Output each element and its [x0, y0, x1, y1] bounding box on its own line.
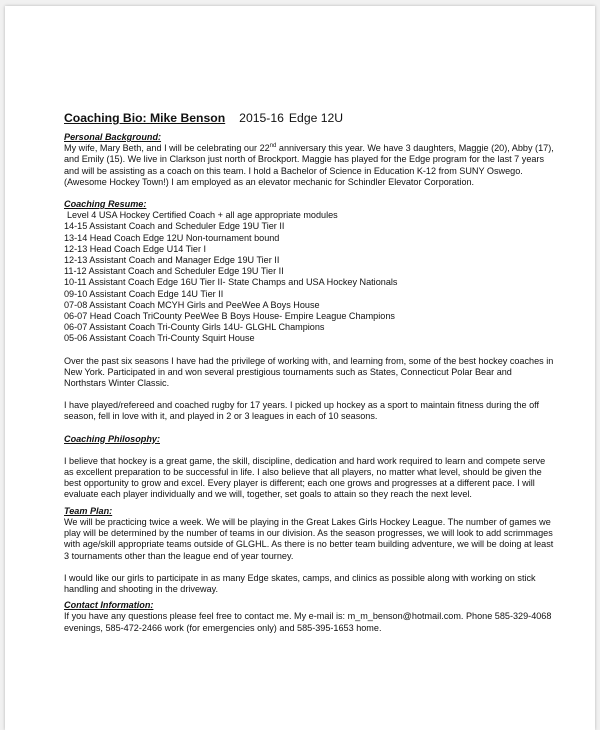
personal-background-heading: Personal Background: [64, 132, 162, 142]
title-team: Edge 12U [288, 111, 344, 125]
title-season: 2015-16 [239, 111, 284, 125]
list-item: 05-06 Assistant Coach Tri-County Squirt House [64, 333, 255, 344]
list-item: 14-15 Assistant Coach and Scheduler Edge 19U Tier II [64, 221, 285, 232]
coaching-resume-heading: Coaching Resume: [64, 199, 147, 210]
coaching-resume-list [64, 210, 554, 344]
list-item: Level 4 USA Hockey Certified Coach + all age appropriate modules [67, 210, 338, 221]
list-item: 09-10 Assistant Coach Edge 14U Tier II [64, 288, 224, 299]
list-item: 06-07 Assistant Coach Tri-County Girls 14U- GLGHL Champions [64, 322, 325, 333]
personal-text-part2: anniversary this year. We have 3 daughters, Maggie (20), Abby (17), and Emily (15). We live in Clarkson just north of Brockport. Maggie has played for the Edge program for the last 7 years and will be assisting as a coach on this team. I hold a Bachelor of Science in Education K-12 from SUNY Oswego. (Awesome Hockey Town!) I am employed as an elevator mechanic for Schindler Elevator Corporation. [64, 143, 554, 187]
team-plan-text-2: I would like our girls to participate in as many Edge skates, camps, and clinics as possible along with working on stick handling and shooting in the driveway. [64, 572, 536, 594]
team-plan-text: We will be practicing twice a week. We will be playing in the Great Lakes Girls Hockey League. The number of games we play will be determined by the number of teams in our division. As the season progresses, we will look to add scrimmages with age/skill appropriate teams outside of GLGHL. As there is no better team building adventure, we will be doing at least 3 tournaments other than the league end of year tourney. [64, 516, 554, 561]
document-title [64, 110, 554, 126]
ordinal-suffix: nd [269, 143, 277, 150]
list-item: 12-13 Head Coach Edge U14 Tier I [64, 243, 207, 254]
title-label: Coaching Bio: Mike Benson [64, 111, 226, 125]
contact-information-text: If you have any questions please feel free to contact me. My e-mail is: m_m_benson@hotmail.com. Phone 585-329-4068 evenings, 585-472-2466 work (for emergencies only) and 585-395-1653 home. [64, 611, 552, 633]
list-item: 13-14 Head Coach Edge 12U Non-tournament bound [64, 232, 280, 243]
coaching-philosophy-text: I believe that hockey is a great game, the skill, discipline, dedication and hard work required to learn and compete serve as excellent preparation to be successful in life. I also believe that all players, no matter what level, should be given the best opportunity to grow and excel. Every player is different; each one grows and progresses at a different pace. I will evaluate each player individually and we will, together, set goals to attain so they reach the next level. [64, 455, 546, 500]
personal-background-text [64, 143, 554, 188]
list-item: 07-08 Assistant Coach MCYH Girls and PeeWee A Boys House [64, 299, 320, 310]
list-item: 11-12 Assistant Coach and Scheduler Edge 19U Tier II [64, 266, 284, 277]
team-plan-heading: Team Plan: [64, 505, 113, 516]
rugby-paragraph: I have played/refereed and coached rugby for 17 years. I picked up hockey as a sport to maintain fitness during the off season, fell in love with it, and played in 2 or 3 leagues in each of 10 seasons. [64, 400, 540, 422]
document-page [5, 6, 595, 730]
personal-text-part1: My wife, Mary Beth, and I will be celebrating our 22 [64, 143, 270, 154]
contact-information-heading: Contact Information: [64, 600, 154, 611]
experience-paragraph: Over the past six seasons I have had the privilege of working with, and learning from, some of the best hockey coaches in New York. Participated in and won several prestigious tournaments such as States, Connecticut Polar Bear and Northstars Winter Classic. [64, 355, 554, 389]
list-item: 10-11 Assistant Coach Edge 16U Tier II- State Champs and USA Hockey Nationals [64, 277, 398, 288]
document-content [64, 110, 554, 634]
list-item: 06-07 Head Coach TriCounty PeeWee B Boys House- Empire League Champions [64, 311, 395, 322]
coaching-philosophy-heading: Coaching Philosophy: [64, 433, 160, 444]
list-item: 12-13 Assistant Coach and Manager Edge 19U Tier II [64, 255, 280, 266]
